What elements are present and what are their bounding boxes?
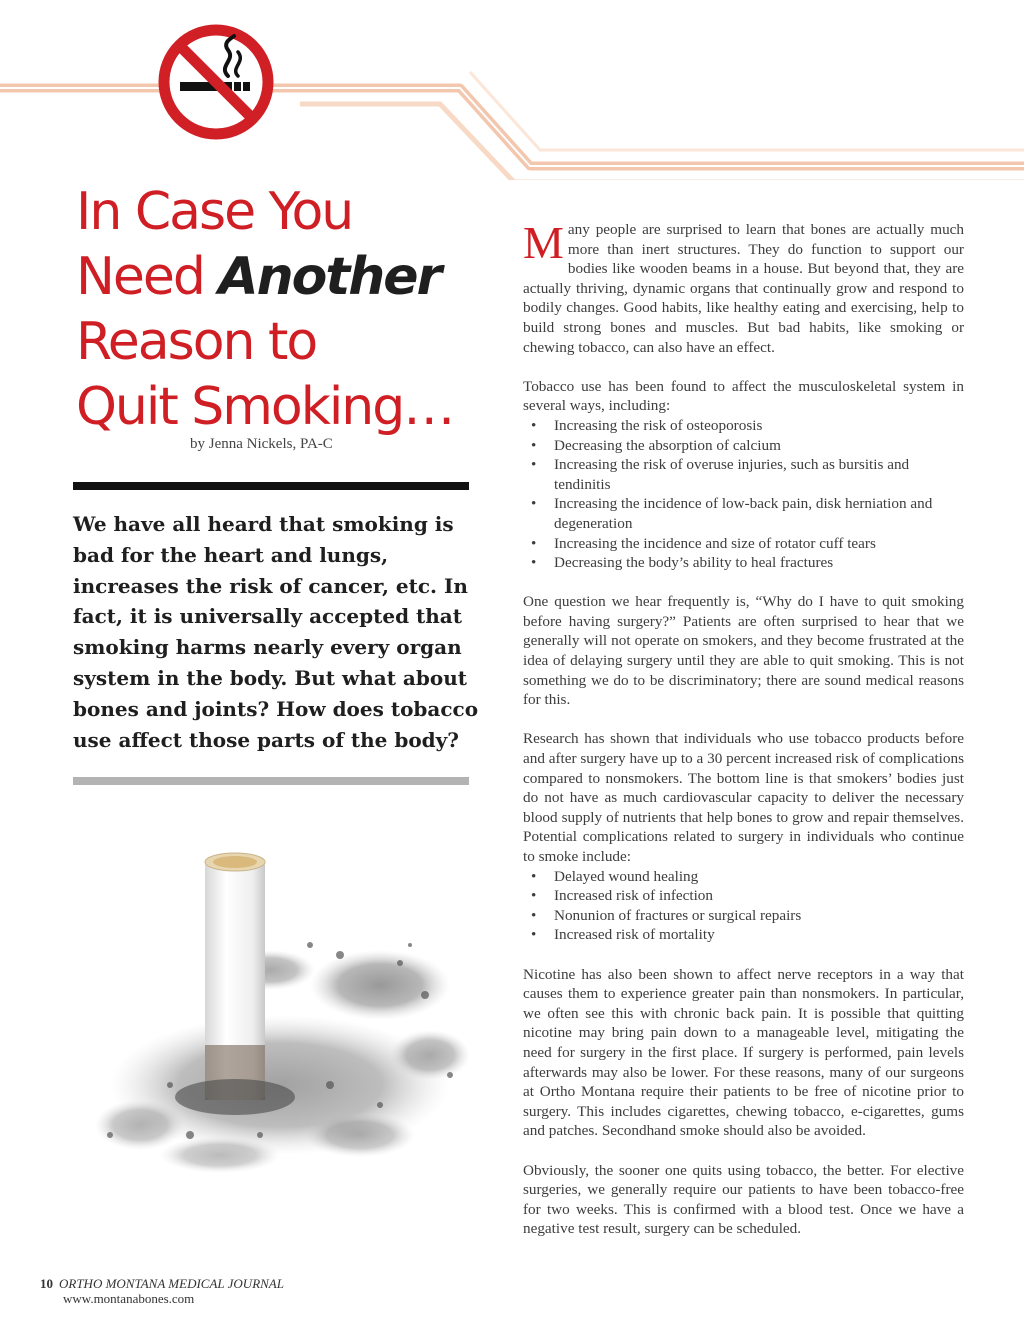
list-item: • Delayed wound healing <box>531 867 699 885</box>
title-line-1: In Case You <box>76 182 353 242</box>
list-item: • Decreasing the absorption of calcium <box>531 436 781 454</box>
paragraph-5: Nicotine has also been shown to affect nerve receptors in a way that causes them to experience greater pain than nonsmokers. In particular, we often see this with chronic back pain. It is possible that quitting nicotine may bring pain down to a manageable level, mitigating the need for surgery in the first place. If surgery is performed, pain levels afterwards may also be lower. For these reasons, many of our surgeons at Ortho Montana require their patients to be free of nicotine prior to surgery. This includes cigarettes, chewing tobacco, e-cigarettes, gums and patches. Secondhand smoke should also be avoided. <box>523 965 964 1140</box>
paragraph-4: Research has shown that individuals who use tobacco products before and after surgery have up to a 30 percent increased risk of complications compared to nonsmokers. The bottom line is that smokers’ bodies just do not have as much cardiovascular capacity to deliver the necessary blood supply of nutrients that help bones to grow and repair themselves. Potential complications related to surgery in individuals who continue to smoke include: <box>523 730 964 865</box>
cigarette-butt-image <box>80 835 500 1180</box>
footer-line-1 <box>40 1276 284 1291</box>
list-item: • Increasing the risk of osteoporosis <box>531 416 763 434</box>
article-body <box>523 217 964 1239</box>
effects-list <box>523 416 964 573</box>
article-title <box>76 180 516 440</box>
paragraph-1: Many people are surprised to learn that bones are actually much more than inert structures. They do function to support our bodies like wooden beams in a house. But beyond that, they are actually thriving, dynamic organs that continually grow and respond to bodily changes. Good habits, like healthy eating and exercising, help to build strong bones and muscles. But bad habits, like smoking or chewing tobacco, can also have an effect. <box>523 217 964 356</box>
title-line-2: Need Another <box>76 247 441 307</box>
list-item: • Increasing the incidence of low-back pain, disk herniation and degeneration <box>531 495 933 532</box>
title-line-3: Reason to <box>76 312 317 372</box>
paragraph-3: One question we hear frequently is, “Why do I have to quit smoking before having surgery?” Patients are often surprised to hear that we generally will not operate on smokers, and they become frustrated at the idea of delaying surgery until they are able to quit smoking. This is not something we do to be discriminatory; there are sound medical reasons for this. <box>523 593 964 709</box>
paragraph-6: Obviously, the sooner one quits using tobacco, the better. For elective surgeries, we generally require our patients to have been tobacco-free for two weeks. This is confirmed with a blood test. Once we have a negative test result, surgery can be scheduled. <box>523 1161 964 1238</box>
list-item: • Increased risk of infection <box>531 887 713 905</box>
byline: by Jenna Nickels, PA-C <box>190 436 333 452</box>
list-item: • Nonunion of fractures or surgical repairs <box>531 906 802 924</box>
page-footer <box>40 1276 284 1306</box>
list-item: • Decreasing the body’s ability to heal fractures <box>531 554 834 572</box>
divider-top <box>73 482 469 490</box>
divider-bottom <box>73 777 469 785</box>
page-number: 10 <box>40 1276 53 1291</box>
no-smoking-icon <box>158 24 274 140</box>
paragraph-2: Tobacco use has been found to affect the musculoskeletal system in several ways, including: <box>523 377 964 415</box>
header-stripes <box>0 0 1024 180</box>
intro-text: We have all heard that smoking is bad for the heart and lungs, increases the risk of cancer, etc. In fact, it is universally accepted that smoking harms nearly every organ system in the body. But what about bones and joints? How does tobacco use affect those parts of the body? <box>73 512 479 752</box>
title-line-4: Quit Smoking… <box>76 377 454 437</box>
journal-name: ORTHO MONTANA MEDICAL JOURNAL <box>59 1276 284 1291</box>
list-item: • Increasing the risk of overuse injuries, such as bursitis and tendinitis <box>531 456 910 493</box>
website-url: www.montanabones.com <box>63 1291 195 1306</box>
list-item: • Increasing the incidence and size of rotator cuff tears <box>531 534 876 552</box>
complications-list <box>523 867 964 945</box>
title-emphasis: Another <box>218 247 441 307</box>
drop-cap: M <box>523 217 564 268</box>
list-item: • Increased risk of mortality <box>531 926 715 944</box>
